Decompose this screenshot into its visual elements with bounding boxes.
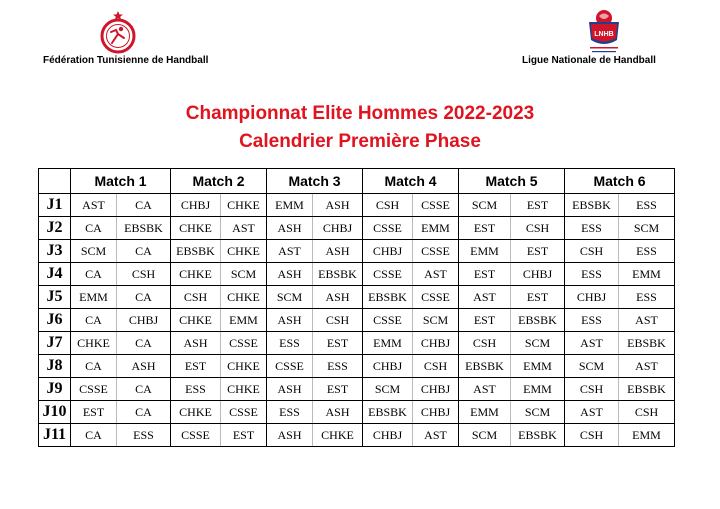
- home-team-cell: ESS: [267, 332, 313, 355]
- home-team-cell: CA: [71, 263, 117, 286]
- away-team-cell: CHBJ: [117, 309, 171, 332]
- away-team-cell: ASH: [313, 401, 363, 424]
- away-team-cell: ASH: [313, 240, 363, 263]
- table-row: [39, 309, 675, 332]
- away-team-cell: AST: [619, 355, 675, 378]
- round-label: J2: [39, 217, 71, 240]
- home-team-cell: CSSE: [363, 217, 413, 240]
- away-team-cell: AST: [413, 263, 459, 286]
- home-team-cell: ASH: [267, 424, 313, 447]
- away-team-cell: EMM: [221, 309, 267, 332]
- home-team-cell: CHKE: [171, 263, 221, 286]
- match-header: Match 4: [363, 169, 459, 194]
- match-header: Match 1: [71, 169, 171, 194]
- away-team-cell: CHKE: [221, 355, 267, 378]
- home-team-cell: EST: [171, 355, 221, 378]
- away-team-cell: EBSBK: [619, 332, 675, 355]
- round-label: J9: [39, 378, 71, 401]
- away-team-cell: CSSE: [413, 286, 459, 309]
- home-team-cell: AST: [459, 378, 511, 401]
- home-team-cell: SCM: [71, 240, 117, 263]
- home-team-cell: ESS: [565, 309, 619, 332]
- away-team-cell: EST: [313, 332, 363, 355]
- away-team-cell: EBSBK: [511, 424, 565, 447]
- away-team-cell: CSSE: [221, 401, 267, 424]
- home-team-cell: SCM: [363, 378, 413, 401]
- away-team-cell: EMM: [413, 217, 459, 240]
- away-team-cell: SCM: [413, 309, 459, 332]
- table-header-row: [39, 169, 675, 194]
- home-team-cell: CA: [71, 424, 117, 447]
- away-team-cell: AST: [619, 309, 675, 332]
- home-team-cell: EBSBK: [565, 194, 619, 217]
- away-team-cell: ESS: [619, 194, 675, 217]
- away-team-cell: AST: [413, 424, 459, 447]
- table-row: [39, 263, 675, 286]
- right-organization-name: Ligue Nationale de Handball: [522, 55, 656, 66]
- round-label: J11: [39, 424, 71, 447]
- home-team-cell: ASH: [267, 378, 313, 401]
- home-team-cell: EST: [71, 401, 117, 424]
- round-label: J7: [39, 332, 71, 355]
- home-team-cell: EBSBK: [363, 286, 413, 309]
- home-team-cell: CA: [71, 217, 117, 240]
- away-team-cell: CHBJ: [413, 332, 459, 355]
- corner-cell: [39, 169, 71, 194]
- schedule-table: [38, 168, 675, 447]
- away-team-cell: CA: [117, 401, 171, 424]
- away-team-cell: EBSBK: [117, 217, 171, 240]
- home-team-cell: ESS: [171, 378, 221, 401]
- home-team-cell: CHBJ: [565, 286, 619, 309]
- round-label: J10: [39, 401, 71, 424]
- away-team-cell: CHKE: [221, 194, 267, 217]
- home-team-cell: CHBJ: [363, 355, 413, 378]
- away-team-cell: ESS: [619, 286, 675, 309]
- home-team-cell: CHKE: [71, 332, 117, 355]
- ftHB-logo: [98, 10, 138, 54]
- home-team-cell: SCM: [459, 424, 511, 447]
- home-team-cell: AST: [459, 286, 511, 309]
- table-row: [39, 332, 675, 355]
- away-team-cell: ESS: [619, 240, 675, 263]
- away-team-cell: EST: [511, 194, 565, 217]
- away-team-cell: CA: [117, 194, 171, 217]
- home-team-cell: CSSE: [363, 309, 413, 332]
- home-team-cell: CHBJ: [363, 424, 413, 447]
- away-team-cell: ESS: [313, 355, 363, 378]
- home-team-cell: EMM: [267, 194, 313, 217]
- table-row: [39, 286, 675, 309]
- home-team-cell: CSSE: [363, 263, 413, 286]
- home-team-cell: EBSBK: [459, 355, 511, 378]
- away-team-cell: CHKE: [221, 286, 267, 309]
- away-team-cell: CA: [117, 378, 171, 401]
- away-team-cell: CHBJ: [313, 217, 363, 240]
- home-team-cell: CSSE: [171, 424, 221, 447]
- home-team-cell: AST: [565, 401, 619, 424]
- home-team-cell: ESS: [565, 217, 619, 240]
- away-team-cell: CSH: [117, 263, 171, 286]
- away-team-cell: CSH: [511, 217, 565, 240]
- away-team-cell: CSSE: [413, 240, 459, 263]
- away-team-cell: CHBJ: [413, 378, 459, 401]
- away-team-cell: CSH: [313, 309, 363, 332]
- home-team-cell: CHBJ: [171, 194, 221, 217]
- home-team-cell: CSSE: [267, 355, 313, 378]
- home-team-cell: ASH: [267, 263, 313, 286]
- table-row: [39, 194, 675, 217]
- away-team-cell: CHBJ: [511, 263, 565, 286]
- home-team-cell: CHKE: [171, 401, 221, 424]
- home-team-cell: EMM: [363, 332, 413, 355]
- away-team-cell: SCM: [221, 263, 267, 286]
- home-team-cell: CA: [71, 355, 117, 378]
- away-team-cell: EBSBK: [511, 309, 565, 332]
- home-team-cell: CHKE: [171, 217, 221, 240]
- away-team-cell: ESS: [117, 424, 171, 447]
- svg-text:LNHB: LNHB: [594, 31, 614, 38]
- lnhb-logo: [583, 8, 625, 56]
- away-team-cell: EMM: [511, 355, 565, 378]
- away-team-cell: EST: [511, 286, 565, 309]
- away-team-cell: ASH: [313, 286, 363, 309]
- away-team-cell: AST: [221, 217, 267, 240]
- round-label: J3: [39, 240, 71, 263]
- home-team-cell: EST: [459, 263, 511, 286]
- round-label: J6: [39, 309, 71, 332]
- table-row: [39, 424, 675, 447]
- away-team-cell: CA: [117, 332, 171, 355]
- away-team-cell: EST: [221, 424, 267, 447]
- match-header: Match 5: [459, 169, 565, 194]
- away-team-cell: EBSBK: [313, 263, 363, 286]
- table-row: [39, 378, 675, 401]
- away-team-cell: CHBJ: [413, 401, 459, 424]
- table-row: [39, 401, 675, 424]
- away-team-cell: CSH: [619, 401, 675, 424]
- home-team-cell: ASH: [267, 217, 313, 240]
- match-header: Match 6: [565, 169, 675, 194]
- table-row: [39, 355, 675, 378]
- away-team-cell: CSSE: [413, 194, 459, 217]
- match-header: Match 3: [267, 169, 363, 194]
- home-team-cell: CSH: [565, 424, 619, 447]
- rounds-body: [39, 194, 675, 447]
- table-row: [39, 217, 675, 240]
- away-team-cell: CSSE: [221, 332, 267, 355]
- home-team-cell: CHKE: [171, 309, 221, 332]
- away-team-cell: EMM: [619, 424, 675, 447]
- home-team-cell: ESS: [565, 263, 619, 286]
- round-label: J1: [39, 194, 71, 217]
- home-team-cell: SCM: [459, 194, 511, 217]
- away-team-cell: SCM: [511, 332, 565, 355]
- away-team-cell: EST: [313, 378, 363, 401]
- home-team-cell: EST: [459, 309, 511, 332]
- away-team-cell: CSH: [413, 355, 459, 378]
- home-team-cell: CSH: [459, 332, 511, 355]
- round-label: J8: [39, 355, 71, 378]
- match-header: Match 2: [171, 169, 267, 194]
- home-team-cell: EMM: [459, 401, 511, 424]
- away-team-cell: EMM: [511, 378, 565, 401]
- away-team-cell: CA: [117, 240, 171, 263]
- home-team-cell: CSH: [171, 286, 221, 309]
- away-team-cell: CA: [117, 286, 171, 309]
- home-team-cell: CSH: [565, 378, 619, 401]
- home-team-cell: CSSE: [71, 378, 117, 401]
- away-team-cell: SCM: [619, 217, 675, 240]
- home-team-cell: EBSBK: [171, 240, 221, 263]
- table-row: [39, 240, 675, 263]
- away-team-cell: CHKE: [221, 378, 267, 401]
- home-team-cell: AST: [71, 194, 117, 217]
- round-label: J4: [39, 263, 71, 286]
- home-team-cell: CSH: [565, 240, 619, 263]
- home-team-cell: CHBJ: [363, 240, 413, 263]
- away-team-cell: CHKE: [221, 240, 267, 263]
- home-team-cell: EMM: [459, 240, 511, 263]
- home-team-cell: EST: [459, 217, 511, 240]
- away-team-cell: ASH: [313, 194, 363, 217]
- away-team-cell: SCM: [511, 401, 565, 424]
- home-team-cell: AST: [267, 240, 313, 263]
- home-team-cell: CSH: [363, 194, 413, 217]
- championship-title: Championnat Elite Hommes 2022-2023: [185, 103, 535, 124]
- away-team-cell: EST: [511, 240, 565, 263]
- home-team-cell: ASH: [171, 332, 221, 355]
- home-team-cell: AST: [565, 332, 619, 355]
- away-team-cell: EMM: [619, 263, 675, 286]
- left-organization-name: Fédération Tunisienne de Handball: [43, 55, 209, 66]
- home-team-cell: ESS: [267, 401, 313, 424]
- home-team-cell: SCM: [267, 286, 313, 309]
- home-team-cell: CA: [71, 309, 117, 332]
- home-team-cell: EBSBK: [363, 401, 413, 424]
- away-team-cell: ASH: [117, 355, 171, 378]
- away-team-cell: CHKE: [313, 424, 363, 447]
- home-team-cell: ASH: [267, 309, 313, 332]
- calendar-subtitle: Calendrier Première Phase: [239, 131, 481, 152]
- home-team-cell: SCM: [565, 355, 619, 378]
- home-team-cell: EMM: [71, 286, 117, 309]
- round-label: J5: [39, 286, 71, 309]
- away-team-cell: EBSBK: [619, 378, 675, 401]
